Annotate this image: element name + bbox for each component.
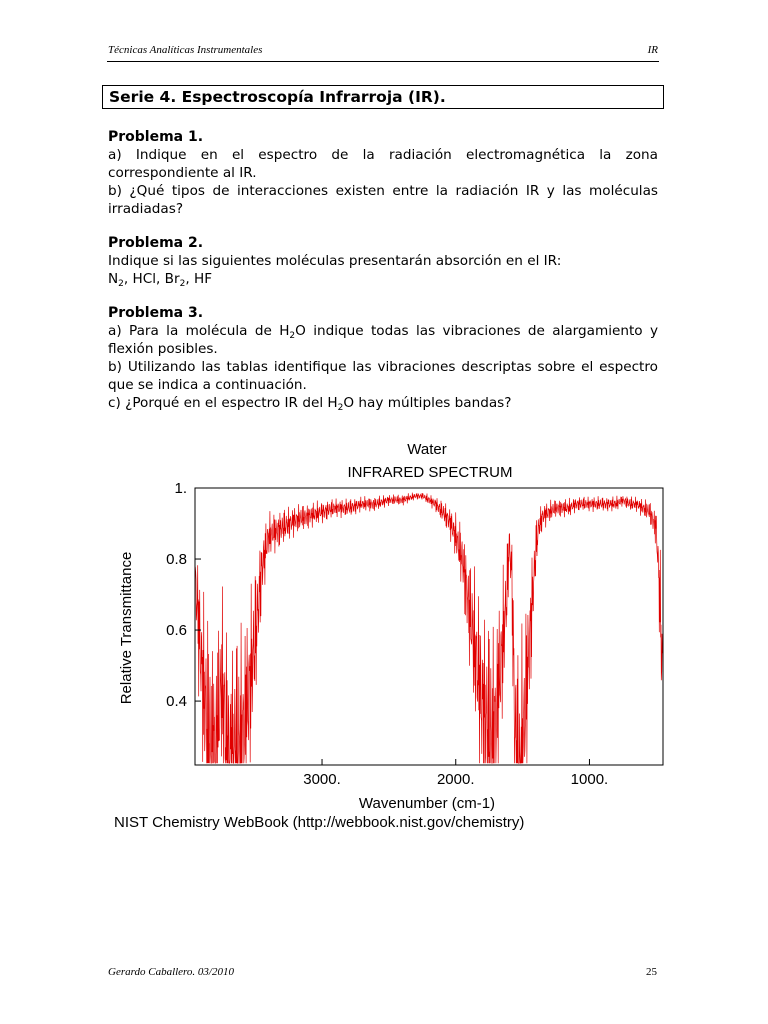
problem-1-b-line-2: irradiadas? (108, 201, 184, 217)
problem-3-b-line-1: b) Utilizando las tablas identifique las vibraciones descriptas sobre el espectro (108, 359, 658, 375)
header-divider (107, 61, 659, 62)
spectrum-line (195, 493, 663, 764)
problem-1-heading: Problema 1. (108, 129, 204, 145)
problem-3-a-line-2: flexión posibles. (108, 341, 218, 357)
problem-3-heading: Problema 3. (108, 305, 204, 321)
x-axis-label: Wavenumber (cm-1) (358, 795, 496, 812)
plot-area (166, 480, 663, 788)
problem-2 (108, 234, 658, 288)
source-citation: NIST Chemistry WebBook (http://webbook.nist.gov/chemistry) (114, 814, 525, 831)
problem-3-c-line-1: c) ¿Porqué en el espectro IR del $H_2O$ hay múltiples bandas? (108, 395, 512, 413)
problem-3-b-line-2: que se indica a continuación. (108, 377, 307, 393)
problem-2-heading: Problema 2. (108, 235, 204, 251)
y-tick-label: 0.6 (166, 622, 187, 640)
series-title: Serie 4. Espectroscopía Infrarroja (IR). (109, 88, 446, 106)
y-axis-label: Relative Transmittance (118, 551, 135, 705)
y-tick-label: 0.8 (166, 551, 187, 569)
running-header-title: Técnicas Analíticas Instrumentales (108, 44, 263, 56)
ir-spectrum-chart (100, 432, 680, 842)
footer-author: Gerardo Caballero. 03/2010 (108, 966, 234, 978)
chart-title: Water (407, 441, 447, 458)
y-tick-label: 0.4 (166, 693, 187, 711)
problem-3 (108, 304, 658, 412)
problem-1-a-line-2: correspondiente al IR. (108, 165, 257, 181)
problem-1-b-line-1: b) ¿Qué tipos de interacciones existen entre la radiación IR y las moléculas (108, 183, 658, 199)
x-tick-label: 2000. (436, 771, 475, 788)
footer-page-number: 25 (646, 966, 657, 978)
ir-spectrum-svg (100, 432, 680, 842)
problem-1-a-line-1: a) Indique en el espectro de la radiación electromagnética la zona (108, 147, 658, 163)
series-title-box (102, 85, 664, 109)
problem-1 (108, 128, 658, 218)
y-tick-label: 1. (174, 480, 187, 497)
problem-2-line-1: Indique si las siguientes moléculas presentarán absorción en el IR: (108, 253, 562, 269)
chart-subtitle: INFRARED SPECTRUM (347, 464, 513, 481)
x-tick-label: 1000. (570, 771, 609, 788)
problem-3-a-line-1: a) Para la molécula de $H_2O$ indique todas las vibraciones de alargamiento y (108, 323, 658, 341)
problem-2-molecules: $N_2$, HCl, $Br_2$, HF (108, 271, 213, 289)
plot-frame (195, 488, 663, 765)
running-header-section: IR (647, 44, 658, 56)
molecule-n2: N (108, 271, 119, 287)
x-tick-label: 3000. (303, 771, 341, 788)
